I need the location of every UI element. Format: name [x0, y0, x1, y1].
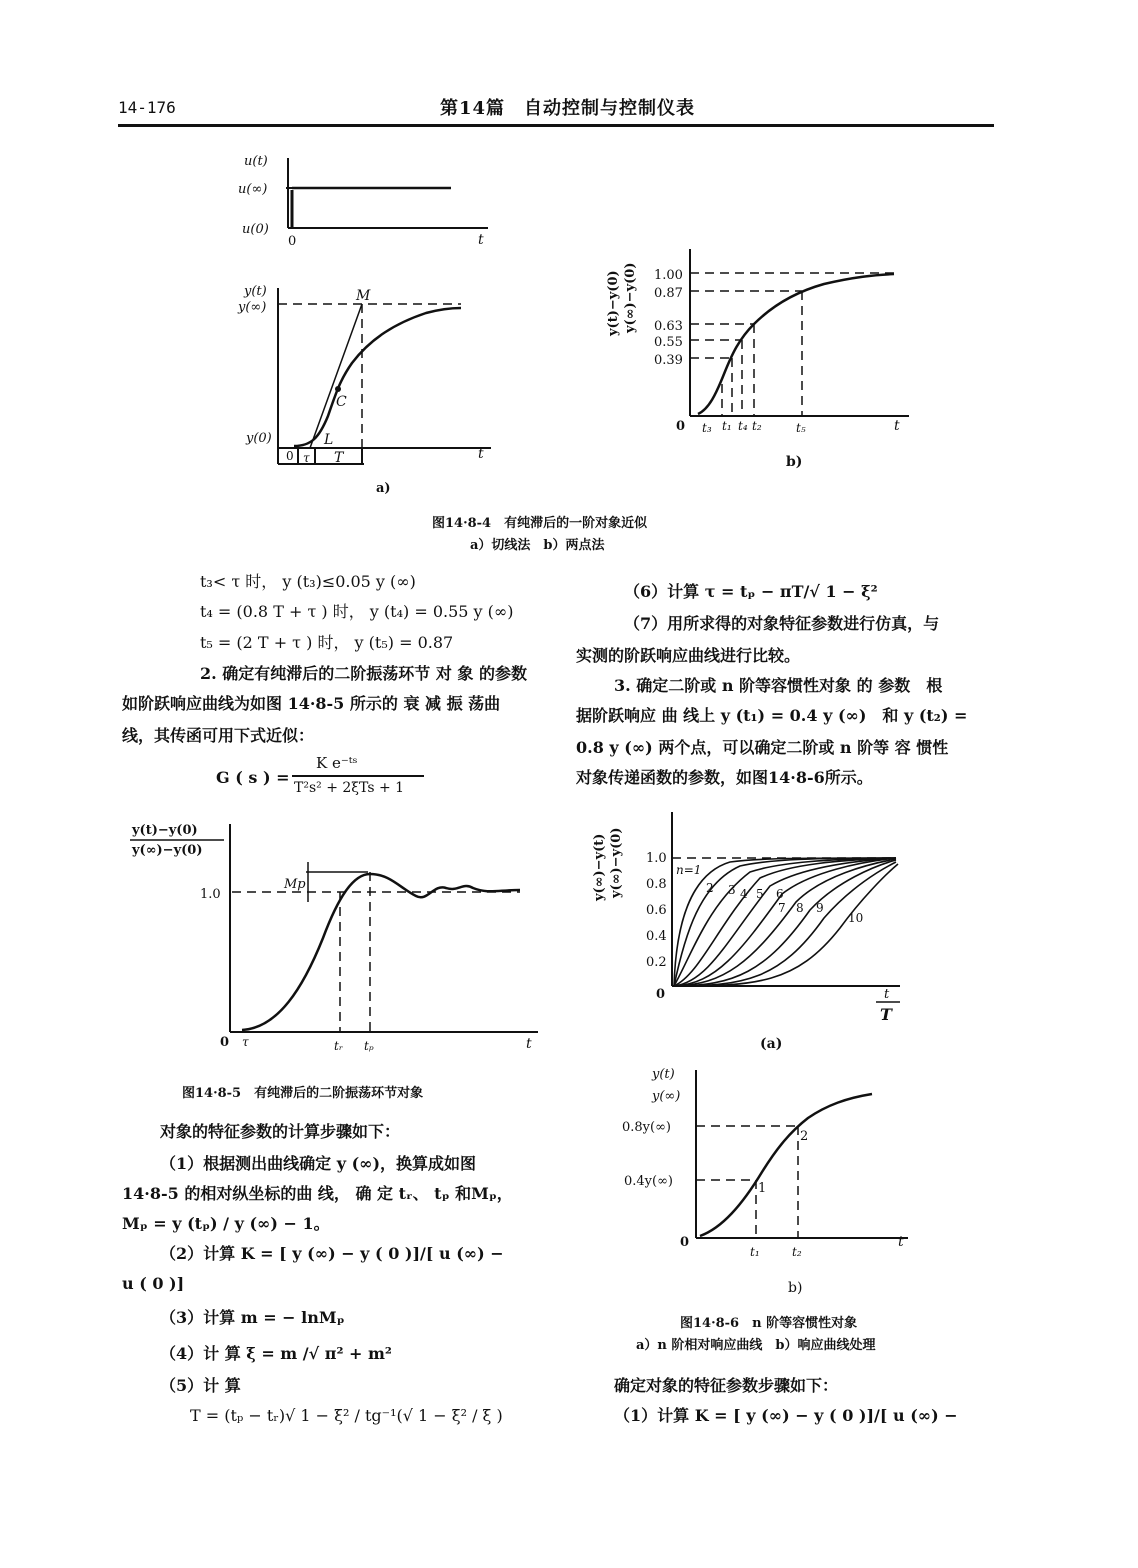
u-t-label: u(t): [244, 154, 268, 169]
curve-label-3: 3: [728, 883, 736, 897]
fig5-tr: tᵣ: [334, 1039, 343, 1053]
tick-0-55: 0.55: [654, 335, 683, 350]
figure-6b: [612, 1060, 912, 1300]
curve-label-4: 4: [740, 887, 748, 901]
tick-0-63: 0.63: [654, 319, 683, 334]
step-5-formula: T = (tₚ − tᵣ)√ 1 − ξ² / tg⁻¹(√ 1 − ξ² / ξ ): [190, 1406, 503, 1425]
y-inf-label: y(∞): [238, 300, 267, 315]
fig6b-t1: t₁: [750, 1245, 760, 1259]
formula-den: T²s² + 2ξTs + 1: [294, 780, 405, 796]
formula-num: K e⁻ᵗˢ: [316, 754, 358, 772]
fig6b-yt: y(t): [652, 1067, 675, 1082]
curve-label-5: 5: [756, 887, 764, 901]
step-6: （6）计算 τ = tₚ − πT/√ 1 − ξ²: [624, 582, 878, 601]
fig4b-origin: 0: [676, 419, 686, 434]
para-3-line4: 对象传递函数的参数，如图14·8-6所示。: [576, 768, 873, 787]
step-1-line3: Mₚ = y (tₚ) / y (∞) − 1。: [122, 1214, 330, 1233]
u-t-axis: t: [478, 232, 484, 248]
step-3: （3）计算 m = − lnMₚ: [160, 1308, 345, 1327]
fig4-caption-title: 图14·8-4 有纯滞后的一阶对象近似: [432, 516, 648, 531]
tick-0-87: 0.87: [654, 286, 683, 301]
fig6a-origin: 0: [656, 987, 666, 1002]
curve-label-9: 9: [816, 901, 824, 915]
fig6-caption-sub: a）n 阶相对响应曲线 b）响应曲线处理: [636, 1338, 876, 1353]
curve-label-n1: n=1: [676, 863, 702, 877]
para-2-line3: 线，其传函可用下式近似：: [122, 726, 315, 745]
fig4a-sublabel: a): [376, 481, 391, 496]
curve-label-8: 8: [796, 901, 804, 915]
para-2-line2: 如阶跃响应曲线为如图 14·8-5 所示的 衰 减 振 荡曲: [122, 694, 501, 713]
step-1-line1: （1）根据测出曲线确定 y (∞)，换算成如图: [160, 1154, 477, 1173]
fig6a-tick-0-6: 0.6: [646, 903, 667, 918]
fig4b-ylabel-num: y(t)−y(0): [606, 270, 621, 336]
fig5-tau: τ: [242, 1035, 249, 1049]
y-t-axis: t: [478, 446, 484, 462]
page-header: [118, 94, 994, 124]
point-M: M: [356, 288, 371, 304]
fig6a-tick-0-2: 0.2: [646, 955, 667, 970]
fig6b-origin: 0: [680, 1235, 690, 1250]
formula-lhs: G ( s ) =: [216, 768, 290, 787]
step-1-line2: 14·8-5 的相对纵坐标的曲 线， 确 定 tᵣ、 tₚ 和Mₚ，: [122, 1184, 513, 1203]
u-origin: 0: [288, 234, 297, 249]
step-5: （5）计 算: [160, 1376, 241, 1395]
tick-t1: t₁: [722, 419, 732, 433]
tick-t3: t₃: [702, 421, 712, 435]
step-7-line1: （7）用所求得的对象特征参数进行仿真，与: [624, 614, 940, 633]
page-number: 14-176: [118, 98, 176, 117]
fig5-tp: tₚ: [364, 1039, 374, 1053]
fig6a-tick-0-4: 0.4: [646, 929, 667, 944]
fig5-t-axis: t: [526, 1036, 532, 1052]
curve-label-2: 2: [706, 881, 714, 895]
step-2-line2: u ( 0 )]: [122, 1274, 185, 1293]
steps-intro: 对象的特征参数的计算步骤如下：: [160, 1122, 401, 1141]
fig6b-yinf: y(∞): [652, 1089, 681, 1104]
fig5-ylabel-num: y(t)−y(0): [132, 823, 198, 838]
fig6b-t-axis: t: [898, 1234, 904, 1250]
para-2-line1: 2. 确定有纯滞后的二阶振荡环节 对 象 的参数: [200, 664, 527, 683]
fig5-tick-1-0: 1.0: [200, 887, 221, 902]
fig6b-point2: 2: [800, 1129, 809, 1144]
fig6a-sublabel: (a): [760, 1036, 783, 1052]
step-4: （4）计 算 ξ = m /√ π² + m²: [160, 1344, 392, 1363]
fig4b-ylabel-den: y(∞)−y(0): [623, 262, 638, 333]
figure-6a: [592, 804, 920, 1054]
fig4-caption-sub: a）切线法 b）两点法: [470, 538, 605, 553]
curve-label-7: 7: [778, 901, 786, 915]
formula-bar: [292, 775, 424, 777]
fig6b-point1: 1: [758, 1181, 767, 1196]
right-step-1: （1）计算 K = [ y (∞) − y ( 0 )]/[ u (∞) −: [614, 1406, 958, 1425]
fig6a-tick-0-8: 0.8: [646, 877, 667, 892]
cond-t3: t₃< τ 时， y (t₃)≤0.05 y (∞): [200, 572, 416, 591]
tick-t2: t₂: [752, 419, 762, 433]
point-C: C: [336, 394, 347, 410]
fig6a-tick-1-0: 1.0: [646, 851, 667, 866]
fig6a-xlabel-num: t: [884, 987, 890, 1002]
header-rule: [118, 124, 994, 127]
fig6b-04: 0.4y(∞): [624, 1174, 673, 1189]
right-steps-intro: 确定对象的特征参数步骤如下：: [614, 1376, 839, 1395]
step-2-line1: （2）计算 K = [ y (∞) − y ( 0 )]/[ u (∞) −: [160, 1244, 504, 1263]
point-L: L: [324, 432, 334, 448]
fig6-caption-title: 图14·8-6 n 阶等容惯性对象: [680, 1316, 858, 1331]
fig5-caption: 图14·8-5 有纯滞后的二阶振荡环节对象: [182, 1086, 424, 1101]
curve-label-10: 10: [848, 911, 864, 925]
para-3-line1: 3. 确定二阶或 n 阶等容惯性对象 的 参数 根: [614, 676, 943, 695]
fig5-origin: 0: [220, 1035, 230, 1050]
tick-t4: t₄: [738, 419, 748, 433]
section-title: 第14篇 自动控制与控制仪表: [440, 98, 696, 119]
fig5-ylabel-den: y(∞)−y(0): [132, 843, 203, 858]
fig4b-t-axis: t: [894, 418, 900, 434]
fig6b-08: 0.8y(∞): [622, 1120, 671, 1135]
fig6b-t2: t₂: [792, 1245, 802, 1259]
curve-label-6: 6: [776, 887, 784, 901]
fig4b-sublabel: b): [786, 454, 803, 470]
fig6a-ylabel-num: y(∞)−y(t): [592, 833, 607, 901]
y-t-label: y(t): [244, 284, 267, 299]
tick-t5: t₅: [796, 421, 806, 435]
tau-label: τ: [303, 451, 310, 465]
fig6b-sublabel: b): [788, 1280, 803, 1296]
cond-t4: t₄ = (0.8 T + τ ) 时， y (t₄) = 0.55 y (∞): [200, 602, 514, 621]
tick-0-39: 0.39: [654, 353, 683, 368]
para-3-line2: 据阶跃响应 曲 线上 y (t₁) = 0.4 y (∞) 和 y (t₂) =: [576, 706, 968, 725]
fig6a-ylabel-den: y(∞)−y(0): [609, 827, 624, 898]
y-origin: 0: [286, 449, 294, 463]
fig6a-xlabel-den: T: [880, 1005, 892, 1024]
cond-t5: t₅ = (2 T + τ ) 时， y (t₅) = 0.87: [200, 633, 454, 652]
figure-4b: [606, 244, 914, 470]
u-inf-label: u(∞): [238, 182, 268, 197]
tick-1-00: 1.00: [654, 268, 683, 283]
fig5-Mp: Mp: [284, 877, 306, 892]
step-7-line2: 实测的阶跃响应曲线进行比较。: [576, 646, 801, 665]
figure-4a: [236, 148, 506, 498]
y-0-label: y(0): [246, 431, 272, 446]
T-label: T: [334, 450, 344, 466]
para-3-line3: 0.8 y (∞) 两个点，可以确定二阶或 n 阶等 容 惯性: [576, 738, 949, 757]
figure-5: [128, 818, 548, 1058]
u-0-label: u(0): [242, 222, 269, 237]
